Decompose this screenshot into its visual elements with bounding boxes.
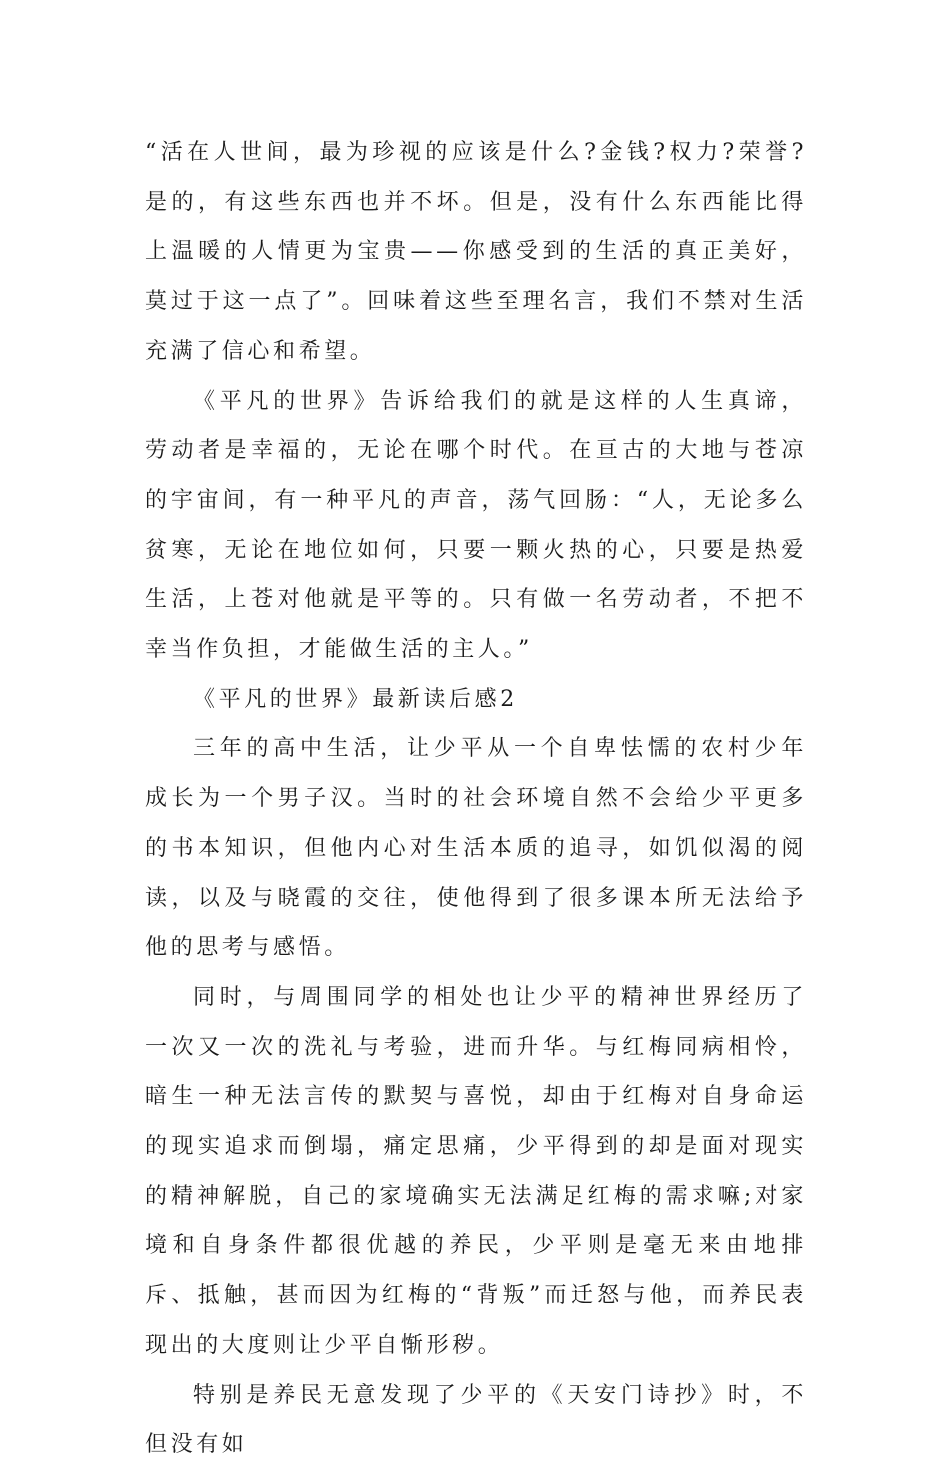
paragraph-classmates: 同时，与周围同学的相处也让少平的精神世界经历了一次又一次的洗礼与考验，进而升华。与红梅同病相怜，暗生一种无法言传的默契与喜悦，却由于红梅对自身命运的现实追求而倒塌，痛定思痛，少平得到的却是面对现实的精神解脱，自己的家境确实无法满足红梅的需求嘛;对家境和自身条件都很优越的养民，少平则是毫无来由地排斥、抵触，甚而因为红梅的“背叛”而迁怒与他，而养民表现出的大度则让少平自惭形秽。	[145, 984, 807, 1358]
document-page	[145, 128, 807, 1470]
paragraph-truth: 《平凡的世界》告诉给我们的就是这样的人生真谛，劳动者是幸福的，无论在哪个时代。在亘古的大地与苍凉的宇宙间，有一种平凡的声音，荡气回肠：“人，无论多么贫寒，无论在地位如何，只要一颗火热的心，只要是热爱生活，上苍对他就是平等的。只有做一名劳动者，不把不幸当作负担，才能做生活的主人。”	[145, 388, 807, 663]
paragraph-poem-book: 特别是养民无意发现了少平的《天安门诗抄》时，不但没有如	[145, 1382, 807, 1458]
paragraph-high-school: 三年的高中生活，让少平从一个自卑怯懦的农村少年成长为一个男子汉。当时的社会环境自然不会给少平更多的书本知识，但他内心对生活本质的追寻，如饥似渴的阅读，以及与晓霞的交往，使他得到了很多课本所无法给予他的思考与感悟。	[145, 736, 807, 961]
paragraph-quote: “活在人世间，最为珍视的应该是什么?金钱?权力?荣誉?是的，有这些东西也并不坏。但是，没有什么东西能比得上温暖的人情更为宝贵——你感受到的生活的真正美好，莫过于这一点了”。回味着这些至理名言，我们不禁对生活充满了信心和希望。	[145, 140, 807, 364]
section-heading: 《平凡的世界》最新读后感2	[193, 686, 518, 712]
